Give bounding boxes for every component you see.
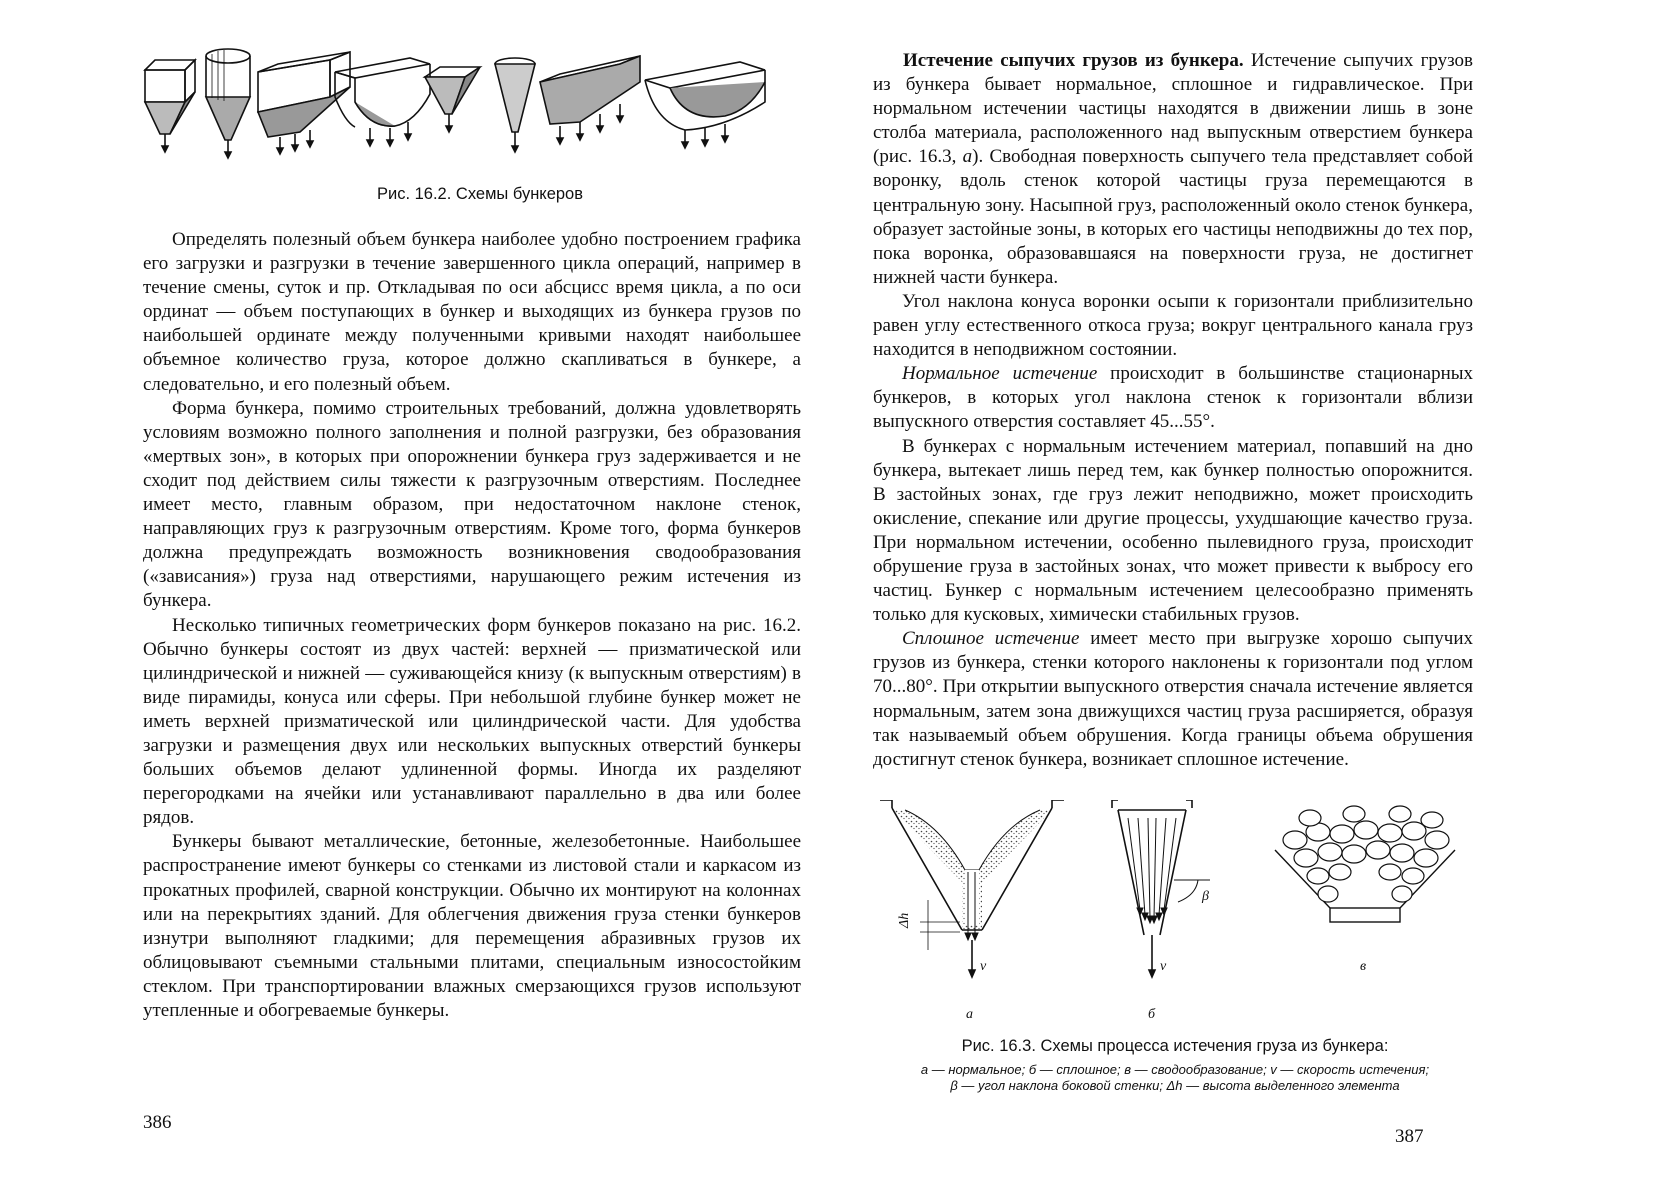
section-heading: Истечение сыпучих грузов из бункера. <box>903 50 1244 71</box>
figure-163-legend-2: β — угол наклона боковой стенки; Δh — высота выделенного элемента <box>950 1078 1400 1093</box>
bunker-cylinder-cone <box>206 49 250 158</box>
paragraph: Сплошное истечение имеет место при выгрузке хорошо сыпучих грузов из бункера, стенки которого наклонены к горизонтали под углом 70...80°. При открытии выпускного отверстия сначала истечение является нормальным, затем зона движущихся частиц груза расширяется, образуя так называемый объем обрушения. Когда границы объема обрушения достигнут стенок бункера, возникает сплошное истечение. <box>873 628 1473 770</box>
paragraph: Нормальное истечение происходит в большинстве стационарных бункеров, в которых угол наклона стенок к горизонтали вблизи выпускного отверстия составляет 45...55°. <box>873 363 1474 433</box>
paragraph: В бункерах с нормальным истечением материал, попавший на дно бункера, вытекает лишь перед тем, как бункер полностью опорожнится. В застойных зонах, где груз лежит неподвижно, может происходить окисление, спекание или другие процессы, ухудшающие качество груза. При нормальном истечении, особенно пылевидного груза, происходит обрушение груза в застойных зонах, что может привести к выбросу его частиц. Бункер с нормальным истечением целесообразно применять только для кусковых, химически стабильных грузов. <box>873 435 1473 626</box>
bunker-long-cylinder <box>645 62 765 148</box>
label-velocity-a: v <box>980 959 987 974</box>
scheme-b-mass <box>1112 800 1210 977</box>
bunker-pyramid <box>425 67 480 132</box>
flow-schemes-figure <box>880 800 1470 1025</box>
label-c: в <box>1360 959 1367 974</box>
page-number-right: 387 <box>1395 1126 1424 1147</box>
right-page <box>840 0 1679 1189</box>
label-velocity-b: v <box>1160 959 1167 974</box>
bunker-long-prism <box>258 52 350 154</box>
term-normal-flow: Нормальное истечение <box>902 363 1098 385</box>
paragraph: Несколько типичных геометрических форм бункеров показано на рис. 16.2. Обычно бункеры состоят из двух частей: верхней — призматической или цилиндрической и нижней — суживающейся книзу (к выпускным отверстиям) в виде пирамиды, конуса или сферы. При небольшой глубине бункер может не иметь верхней призматической или цилиндрической части. Для удобства загрузки и размещения двух или нескольких выпускных отверстий бункеры больших объемов делают удлиненной формы. Иногда их разделяют перегородками на ячейки или устанавливают параллельно в два или более рядов. <box>143 614 801 829</box>
figure-163-caption <box>865 1036 1485 1094</box>
figure-162-caption: Рис. 16.2. Схемы бункеров <box>376 185 584 203</box>
label-a: а <box>966 1007 973 1022</box>
paragraph: Бункеры бывают металлические, бетонные, железобетонные. Наибольшее распространение имеют бункеры со стенками из листовой стали и каркасом из прокатных профилей, сварной конструкции. Обычно их монтируют на колоннах или на перекрытиях зданий. Для облегчения движения груза стенки бункеров изнутри выполняют гладкими; для перемещения абразивных грузов их облицовывают съемными стальными плитами, специальным износостойким стеклом. При транспортировании влажных смерзающихся грузов используют утепленные и обогреваемые бункеры. <box>143 831 801 1021</box>
label-delta-h: Δh <box>897 912 912 928</box>
right-text-column <box>873 49 1473 772</box>
scheme-c-arching <box>1275 806 1455 922</box>
paragraph: Форма бункера, помимо строительных требований, должна удовлетворять условиям возможно полного заполнения и полной разгрузки, без образования «мертвых зон», в которых при опорожнении бункера груз задерживается и не сходит под действием силы тяжести к разгрузочным отверстиям. Последнее имеет место, главным образом, при недостаточном наклоне стенок, направляющих груз к разгрузочным отверстиям. Кроме того, форма бункеров должна предупреждать возможность возникновения сводообразования («зависания») груза над отверстиями, нарушающего режим истечения из бункера. <box>143 397 801 612</box>
page-number-left: 386 <box>143 1112 172 1133</box>
figure-163-legend-1: а — нормальное; б — сплошное; в — сводообразование; v — скорость истечения; <box>920 1062 1430 1077</box>
scheme-a-normal <box>880 800 1064 977</box>
term-mass-flow: Сплошное истечение <box>902 628 1080 650</box>
bunker-prism-pyramid <box>145 60 195 152</box>
paragraph: Угол наклона конуса воронки осыпи к горизонтали приблизительно равен углу естественного откоса груза; вокруг центрального канала груз находится в неподвижном состоянии. <box>873 290 1473 361</box>
bunker-long-pyramid <box>540 56 640 144</box>
bunker-cone <box>495 58 535 152</box>
left-text-column <box>143 228 801 1023</box>
label-beta: β <box>1202 889 1209 904</box>
paragraph: Истечение сыпучих грузов из бункера. Истечение сыпучих грузов из бункера бывает нормальное, сплошное и гидравлическое. При нормальном истечении частицы находятся в движении лишь в зоне столба материала, расположенного над выпускным отверстием бункера (рис. 16.3, а). Свободная поверхность сыпучего тела представляет собой воронку, вдоль стенок которой частицы груза перемещаются в центральную зону. Насыпной груз, расположенный около стенок бункера, образует застойные зоны, в которых его частицы неподвижны до тех пор, пока воронка, образовавшаяся на поверхности груза, не достигнет нижней части бункера. <box>873 50 1473 288</box>
paragraph: Определять полезный объем бункера наиболее удобно построением графика его загрузки и разгрузки в течение завершенного цикла операций, например в течение смены, суток и пр. Откладывая по оси абсцисс время цикла, а по оси ординат — объем поступающих в бункер и выходящих из бункера грузов по наибольшей ординате между полученными кривыми находят наибольшее объемное количество груза, которое должно скапливаться в бункере, а следовательно, и его полезный объем. <box>143 229 801 395</box>
figure-163-title: Рис. 16.3. Схемы процесса истечения груза из бункера: <box>961 1037 1389 1055</box>
label-b: б <box>1148 1007 1156 1022</box>
bunker-schemes-figure <box>140 42 820 172</box>
